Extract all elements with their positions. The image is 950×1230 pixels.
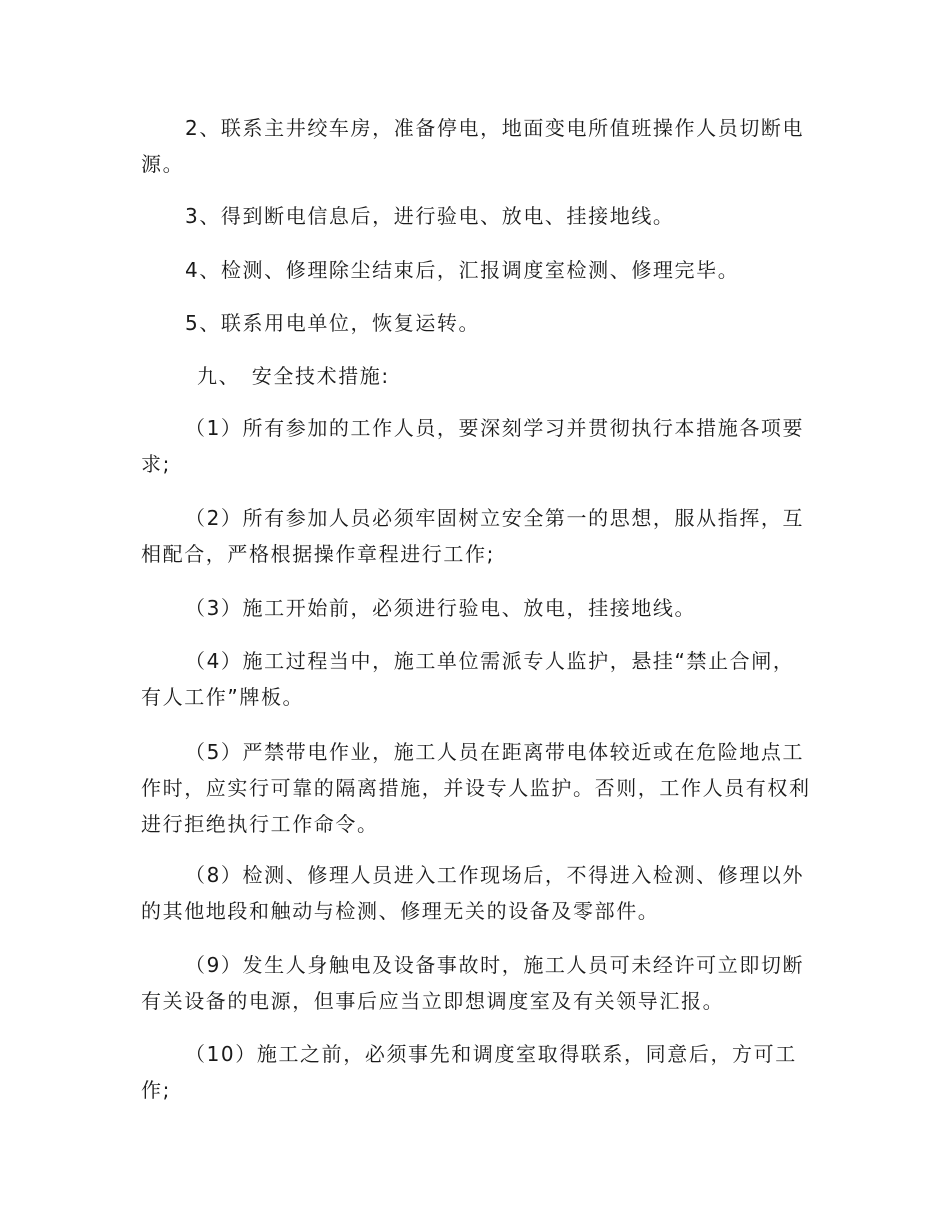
paragraph-measure-9: （9）发生人身触电及设备事故时，施工人员可未经许可立即切断有关设备的电源，但事后应当立即想调度室及有关领导汇报。 [141,953,805,1013]
paragraph-step-3: 3、得到断电信息后，进行验电、放电、挂接地线。 [185,204,675,228]
paragraph-measure-3: （3）施工开始前，必须进行验电、放电，挂接地线。 [185,596,697,620]
paragraph-step-4: 4、检测、修理除尘结束后，汇报调度室检测、修理完毕。 [185,258,740,282]
paragraph-measure-4: （4）施工过程当中，施工单位需派专人监护，悬挂“禁止合闸，有人工作”牌板。 [141,649,795,709]
paragraph-measure-8: （8）检测、修理人员进入工作现场后，不得进入检测、修理以外的其他地段和触动与检测、修理无关的设备及零部件。 [141,863,805,923]
paragraph-measure-5: （5）严禁带电作业，施工人员在距离带电体较近或在危险地点工作时，应实行可靠的隔离措施，并设专人监护。否则，工作人员有权利进行拒绝执行工作命令。 [141,740,811,836]
paragraph-step-2: 2、联系主井绞车房，准备停电，地面变电所值班操作人员切断电源。 [141,116,805,176]
paragraph-measure-2: （2）所有参加人员必须牢固树立安全第一的思想，服从指挥，互相配合，严格根据操作章程进行工作; [141,506,805,566]
paragraph-measure-1: （1）所有参加的工作人员，要深刻学习并贯彻执行本措施各项要求; [141,416,805,476]
paragraph-step-5: 5、联系用电单位，恢复运转。 [185,311,481,335]
section-heading-safety-measures: 九、 安全技术措施: [197,364,390,388]
paragraph-measure-10: （10）施工之前，必须事先和调度室取得联系，同意后，方可工作; [141,1042,797,1102]
